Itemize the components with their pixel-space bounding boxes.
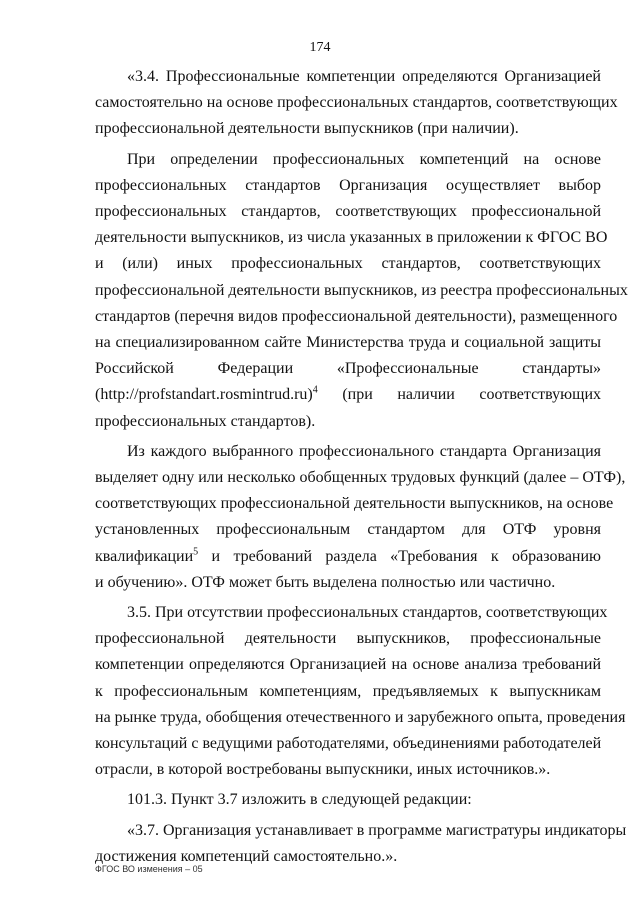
text-line: самостоятельно на основе профессиональных стандартов, соответствующих <box>95 94 618 112</box>
text-line: и (или) иных профессиональных стандартов, соответствующих <box>95 255 601 273</box>
paragraph-3-7 <box>95 818 627 870</box>
paragraph-3-5 <box>95 600 626 783</box>
text-line: профессиональных стандартов, соответствующих профессиональной <box>95 203 601 221</box>
footnote-marker: 5 <box>193 546 199 558</box>
url-text: (http://profstandart.rosmintrud.ru) <box>95 386 313 404</box>
page-number: 174 <box>309 40 331 55</box>
text-line: стандартов (перечня видов профессиональной деятельности), размещенного <box>95 307 618 325</box>
paragraph-3-4 <box>95 64 618 143</box>
text-line: отрасли, в которой востребованы выпускники, иных источников.». <box>95 761 551 779</box>
text-line: и обучению». ОТФ может быть выделена полностью или частично. <box>95 573 556 591</box>
page-footer: ФГОС ВО изменения – 05 <box>95 864 203 874</box>
text-line: Российской Федерации «Профессиональные стандарты» <box>95 360 601 378</box>
text-line-with-footnote <box>95 544 601 570</box>
text-line: При определении профессиональных компетенций на основе <box>127 150 601 168</box>
text-line: деятельности выпускников, из числа указанных в приложении к ФГОС ВО <box>95 229 608 247</box>
text-fragment: и требований раздела «Требования к образованию <box>211 547 601 565</box>
text-line: выделяет одну или несколько обобщенных трудовых функций (далее – ОТФ), <box>95 469 626 487</box>
text-line: к профессиональным компетенциям, предъявляемых к выпускникам <box>95 682 601 700</box>
text-line: профессиональных стандартов Организация осуществляет выбор <box>95 176 601 194</box>
text-line: соответствующих профессиональной деятельности выпускников, на основе <box>95 495 614 513</box>
text-line: профессиональных стандартов). <box>95 412 316 430</box>
text-line: достижения компетенций самостоятельно.». <box>95 847 398 865</box>
paragraph-101-3 <box>95 787 601 813</box>
text-line-with-footnote <box>95 382 601 408</box>
text-line: консультаций с ведущими работодателями, объединениями работодателей <box>95 735 602 753</box>
text-line: профессиональной деятельности выпускников (при наличии). <box>95 120 519 138</box>
text-line: Из каждого выбранного профессионального стандарта Организация <box>127 442 601 460</box>
text-fragment: квалификации <box>95 547 194 565</box>
paragraph-selection-of-standards <box>95 147 628 435</box>
text-line: профессиональной деятельности выпускников, из реестра профессиональных <box>95 281 628 299</box>
paragraph-otf <box>95 439 626 596</box>
text-line: 3.5. При отсутствии профессиональных стандартов, соответствующих <box>127 604 608 622</box>
text-line: компетенции определяются Организацией на основе анализа требований <box>95 656 601 674</box>
text-line: на рынке труда, обобщения отечественного и зарубежного опыта, проведения <box>95 708 626 726</box>
text-line: 101.3. Пункт 3.7 изложить в следующей редакции: <box>127 791 472 809</box>
text-line: профессиональной деятельности выпускников, профессиональные <box>95 630 601 648</box>
footnote-marker: 4 <box>312 385 318 397</box>
text-line: на специализированном сайте Министерства труда и социальной защиты <box>95 334 601 352</box>
text-line: «3.7. Организация устанавливает в программе магистратуры индикаторы <box>127 821 627 839</box>
text-line: установленных профессиональным стандартом для ОТФ уровня <box>95 521 601 539</box>
text-line: «3.4. Профессиональные компетенции определяются Организацией <box>127 68 601 85</box>
document-body <box>95 64 628 870</box>
text-fragment: (при наличии соответствующих <box>342 386 602 404</box>
